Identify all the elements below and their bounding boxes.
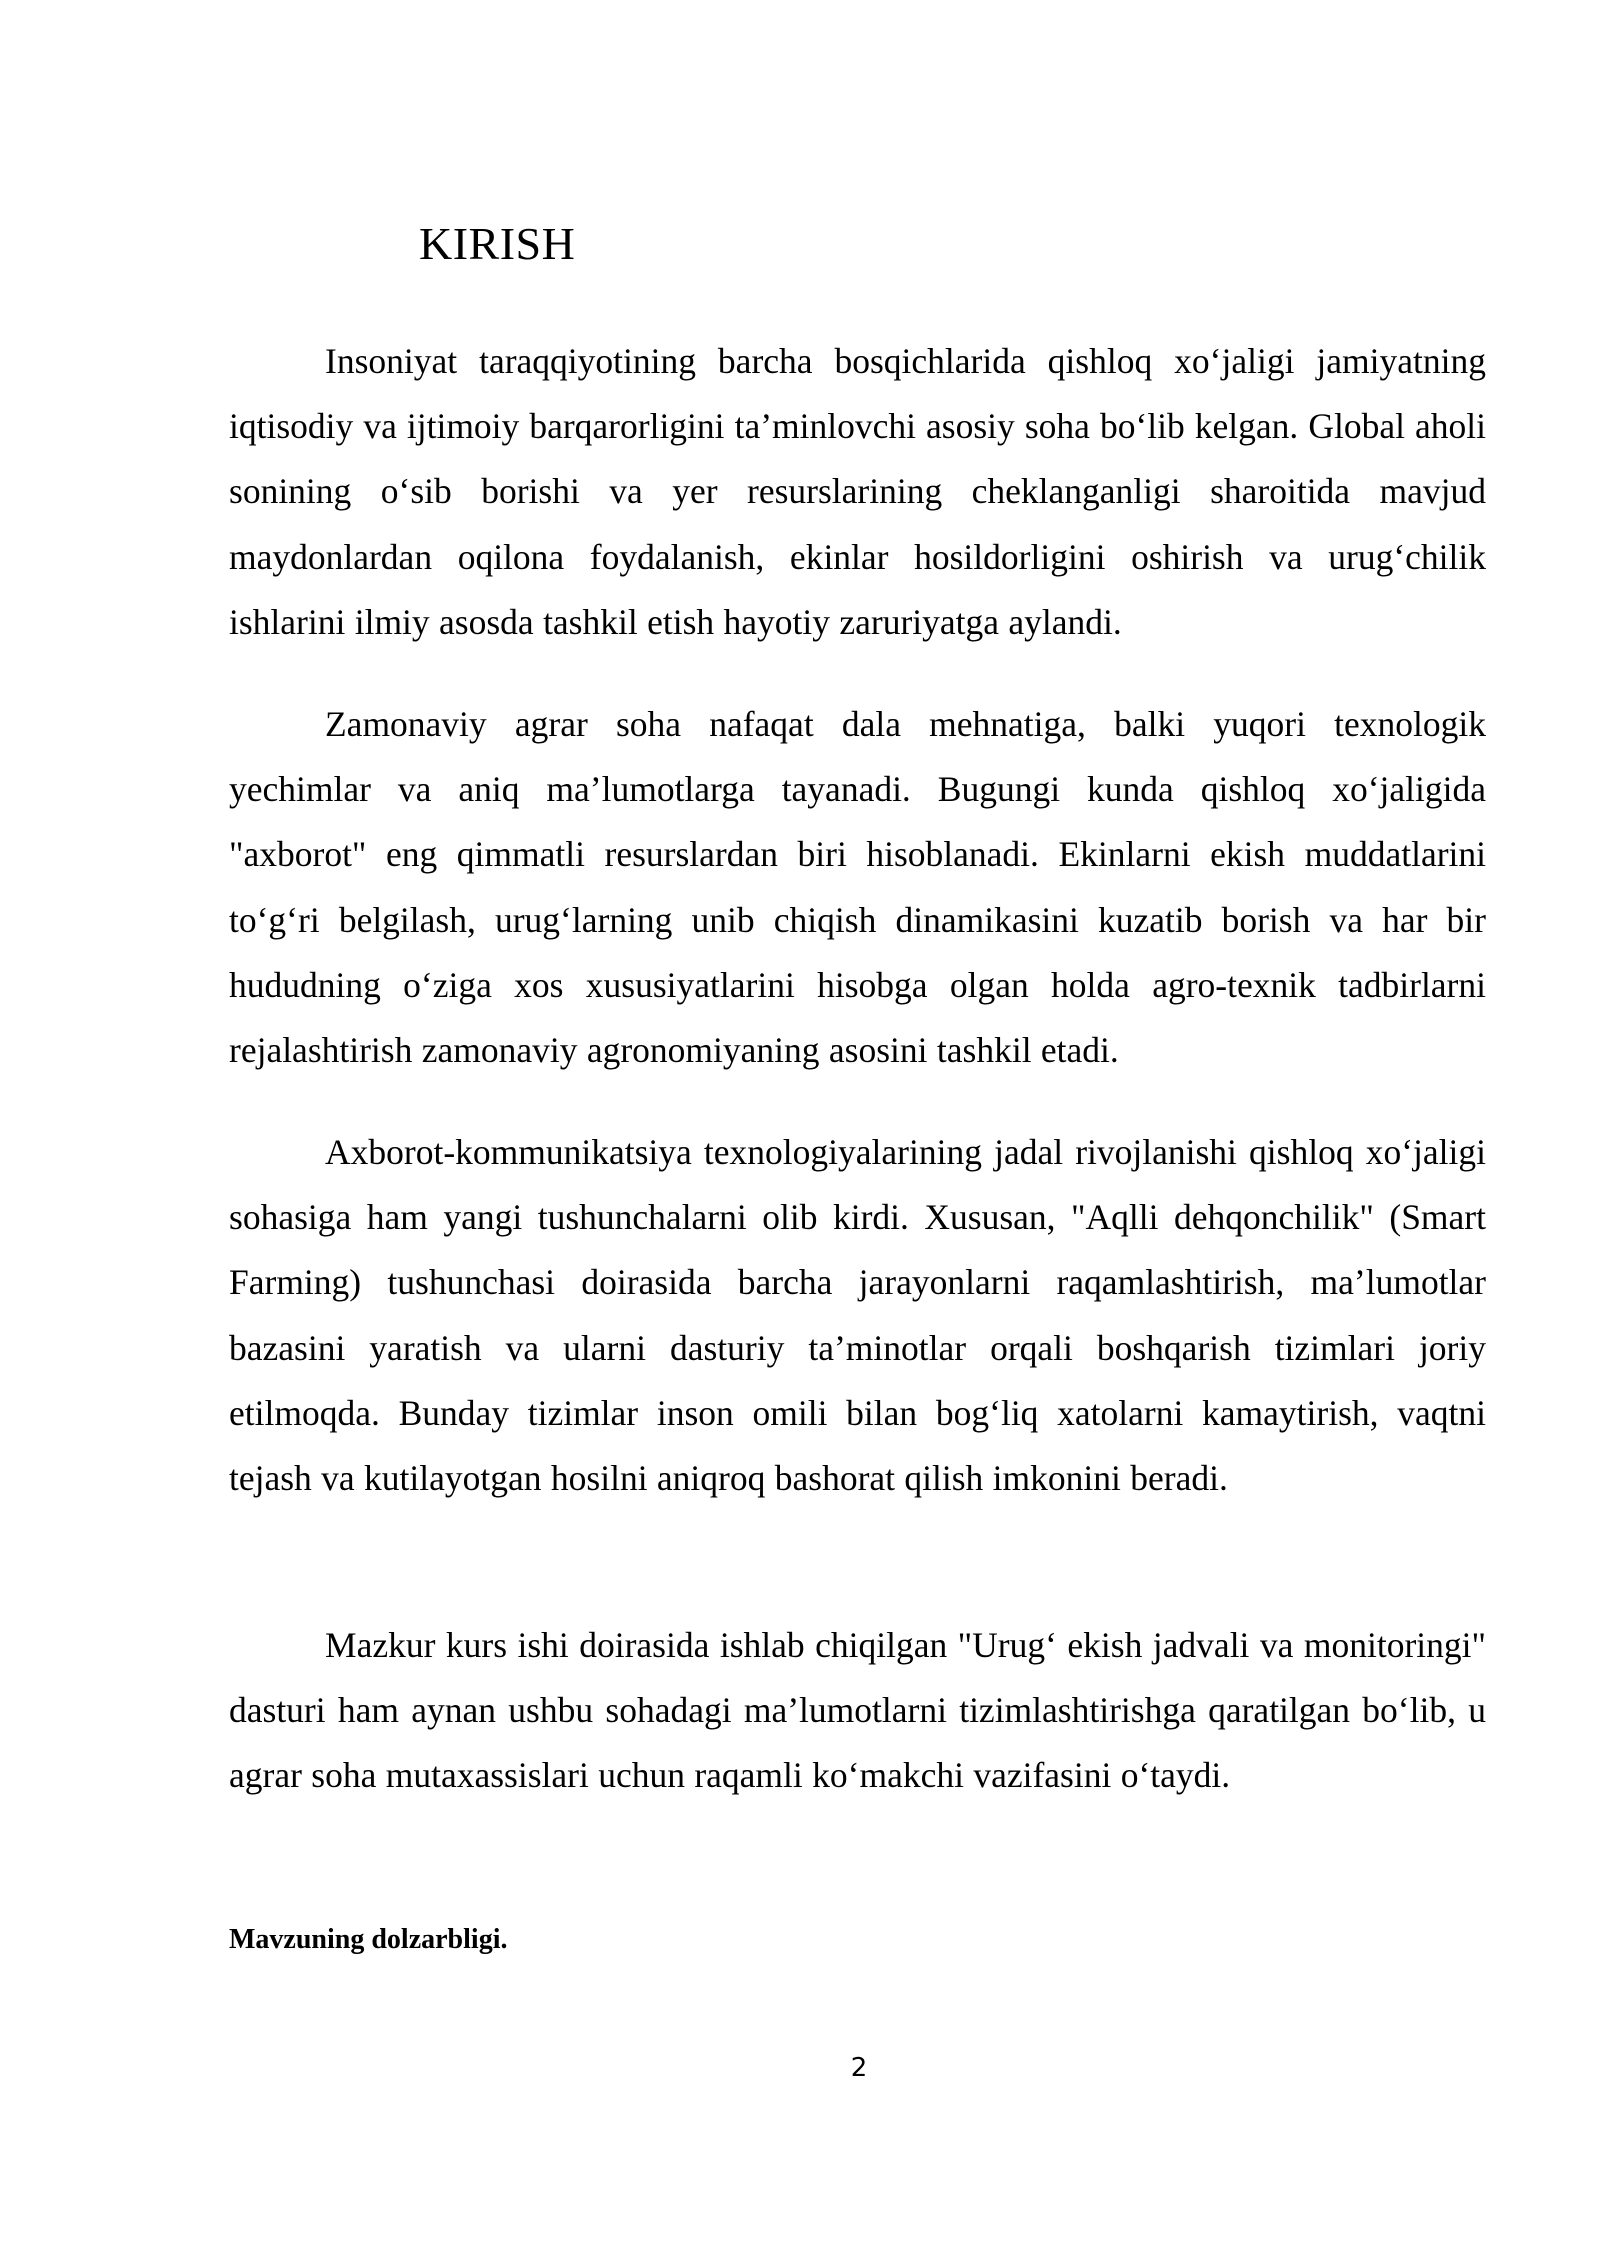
paragraph-4: Mazkur kurs ishi doirasida ishlab chiqilgan "Urug‘ ekish jadvali va monitoringi" dasturi ham aynan ushbu sohadagi ma’lumotlarni tizimlashtirishga qaratilgan bo‘lib, u agrar soha mutaxassislari uchun raqamli ko‘makchi vazifasini o‘taydi.	[229, 1625, 1486, 1796]
subsection-heading: Mavzuning dolzarbligi.	[229, 1924, 508, 1955]
paragraph-3: Axborot-kommunikatsiya texnologiyalarining jadal rivojlanishi qishloq xo‘jaligi sohasiga ham yangi tushunchalarni olib kirdi. Xususan, "Aqlli dehqonchilik" (Smart Farming) tushunchasi doirasida barcha jarayonlarni raqamlashtirish, ma’lumotlar bazasini yaratish va ularni dasturiy ta’minotlar orqali boshqarish tizimlari joriy etilmoqda. Bunday tizimlar inson omili bilan bog‘liq xatolarni kamaytirish, vaqtni tejash va kutilayotgan hosilni aniqroq bashorat qilish imkonini beradi.	[229, 1132, 1486, 1499]
paragraph-2: Zamonaviy agrar soha nafaqat dala mehnatiga, balki yuqori texnologik yechimlar va aniq ma’lumotlarga tayanadi. Bugungi kunda qishloq xo‘jaligida "axborot" eng qimmatli resurslardan biri hisoblanadi. Ekinlarni ekish muddatlarini to‘g‘ri belgilash, urug‘larning unib chiqish dinamikasini kuzatib borish va har bir hududning o‘ziga xos xususiyatlarini hisobga olgan holda agro-texnik tadbirlarni rejalashtirish zamonaviy agronomiyaning asosini tashkil etadi.	[229, 704, 1486, 1071]
paragraph-1: Insoniyat taraqqiyotining barcha bosqichlarida qishloq xo‘jaligi jamiyatning iqtisodiy va ijtimoiy barqarorligini ta’minlovchi asosiy soha bo‘lib kelgan. Global aholi sonining o‘sib borishi va yer resurslarining cheklanganligi sharoitida mavjud maydonlardan oqilona foydalanish, ekinlar hosildorligini oshirish va urug‘chilik ishlarini ilmiy asosda tashkil etish hayotiy zaruriyatga aylandi.	[229, 341, 1486, 642]
page-number: 2	[850, 2053, 868, 2083]
section-heading: KIRISH	[419, 218, 576, 269]
